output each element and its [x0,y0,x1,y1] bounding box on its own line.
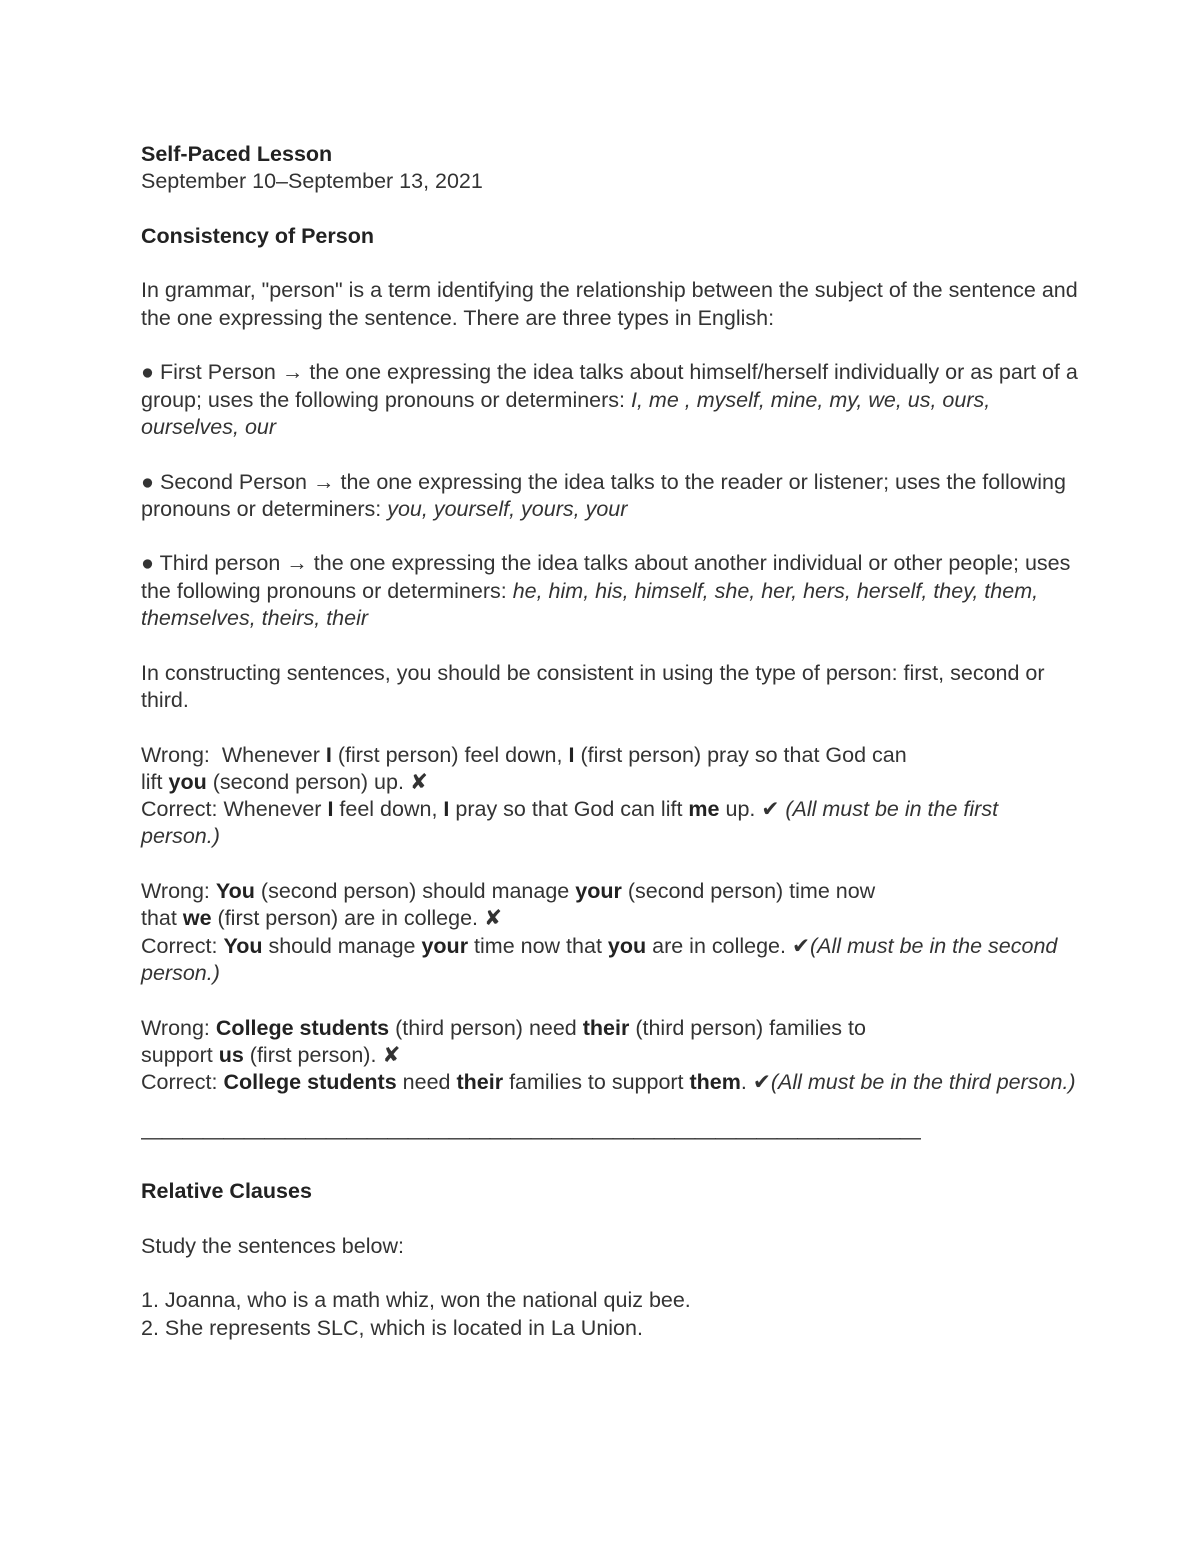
lesson-date: September 10–September 13, 2021 [141,169,483,194]
wrong-label: Wrong: [141,879,210,904]
text: (first person) are in college. [217,906,479,931]
example-1-wrong [141,742,1080,797]
bullet-text: the one expressing the idea talks about himself/herself individually or as part of a group; uses the following pronouns or determiners: [141,360,1078,412]
bullet-icon: ● [141,469,154,494]
text: . [740,1070,747,1095]
bullet-text: the one expressing the idea talks about another individual or other people; uses the following pronouns or determiners: [141,551,1071,603]
pronoun: your [421,933,469,958]
wrong-label: Wrong: [141,742,210,767]
text: (first person) feel down, [337,742,563,767]
text: (second person) should manage [260,879,570,904]
spacer [141,851,1080,878]
arrow-icon: → [312,469,335,494]
pronoun-examples: you, yourself, yours, your [387,496,628,521]
text: up. [725,797,756,822]
pronoun: You [223,933,263,958]
arrow-icon: → [286,551,308,576]
text: feel down, [339,797,438,822]
text: time now that [474,933,602,958]
arrow-icon: → [281,360,304,385]
bullet-label: Third person [159,551,281,576]
check-icon: ✔ [752,1070,771,1095]
pronoun: us [218,1042,244,1067]
divider-line: —————————————————————————————————————— [141,1124,920,1149]
example-2-wrong [141,878,1080,933]
spacer [141,1096,1080,1123]
correct-label: Correct: [141,933,218,958]
bullet-label: First Person [159,360,276,385]
text: that [141,906,177,931]
bullet-text: the one expressing the idea talks to the reader or listener; uses the following pronouns or determiners: [141,469,1066,521]
text: lift [141,769,163,794]
pronoun: You [215,879,255,904]
text: (second person) up. [212,769,404,794]
example-note: (All must be in the third person.) [770,1070,1076,1095]
pronoun: them [689,1070,741,1095]
cross-icon: ✘ [409,769,428,794]
example-note: (All must be in the first person.) [141,797,999,849]
pronoun: you [607,933,647,958]
example-2-correct [141,933,1080,988]
spacer [141,1260,1080,1287]
cross-icon: ✘ [484,906,503,931]
section-intro: In grammar, "person" is a term identifying the relationship between the subject of the sentence and the one expressing the sentence. There are three types in English: [141,278,1078,330]
text: support [141,1042,213,1067]
text: pray so that God can lift [455,797,683,822]
pronoun: we [182,906,212,931]
bullet-second-person [141,469,1080,524]
text: need [402,1070,451,1095]
subject: College students [223,1070,397,1095]
spacer [141,441,1080,468]
text: (third person) families to [635,1015,866,1040]
spacer [141,250,1080,277]
example-3-correct [141,1069,1080,1096]
spacer [141,1206,1080,1233]
example-3-wrong [141,1015,1080,1070]
spacer [141,714,1080,741]
spacer [141,196,1080,223]
pronoun: their [456,1070,504,1095]
pronoun-examples: I, me , myself, mine, my, we, us, ours, ourselves, our [141,387,991,439]
text: families to support [509,1070,684,1095]
list-item: 1. Joanna, who is a math whiz, won the national quiz bee. [141,1288,691,1313]
example-1-correct [141,796,1080,851]
text: Whenever [221,742,320,767]
pronoun-examples: he, him, his, himself, she, her, hers, herself, they, them, themselves, theirs, their [141,578,1039,631]
pronoun: you [168,769,207,794]
section-heading-relative-clauses: Relative Clauses [141,1179,312,1204]
section-heading-consistency: Consistency of Person [141,223,374,248]
pronoun: your [575,879,622,904]
list-item: 2. She represents SLC, which is located in La Union. [141,1315,643,1340]
bullet-first-person [141,359,1080,441]
text: (third person) need [395,1015,577,1040]
bullet-icon: ● [141,551,154,576]
spacer [141,332,1080,359]
text: are in college. [652,933,786,958]
check-icon: ✔ [791,933,810,958]
spacer [141,632,1080,659]
text: Whenever [223,797,322,822]
pronoun: me [688,797,720,822]
pronoun: I [327,797,334,822]
bullet-label: Second Person [159,469,307,494]
wrong-label: Wrong: [141,1015,210,1040]
pronoun: I [568,742,575,767]
subject: College students [215,1015,390,1040]
spacer [141,1151,1080,1178]
correct-label: Correct: [141,1070,218,1095]
text: (first person). [249,1042,377,1067]
cross-icon: ✘ [382,1042,401,1067]
spacer [141,987,1080,1014]
correct-label: Correct: [141,797,218,822]
example-note: (All must be in the second person.) [141,933,1058,985]
spacer [141,523,1080,550]
bullet-third-person [141,550,1080,632]
bullet-icon: ● [141,360,154,385]
lesson-title: Self-Paced Lesson [141,142,333,166]
check-icon: ✔ [761,797,780,822]
pronoun: I [443,797,450,822]
text: should manage [268,933,416,958]
text: (first person) pray so that God can [580,742,907,767]
section2-intro: Study the sentences below: [141,1233,404,1258]
text: (second person) time now [627,879,876,904]
consistency-note: In constructing sentences, you should be consistent in using the type of person: first, second or third. [141,660,1045,712]
pronoun: I [325,742,332,767]
pronoun: their [582,1015,630,1040]
